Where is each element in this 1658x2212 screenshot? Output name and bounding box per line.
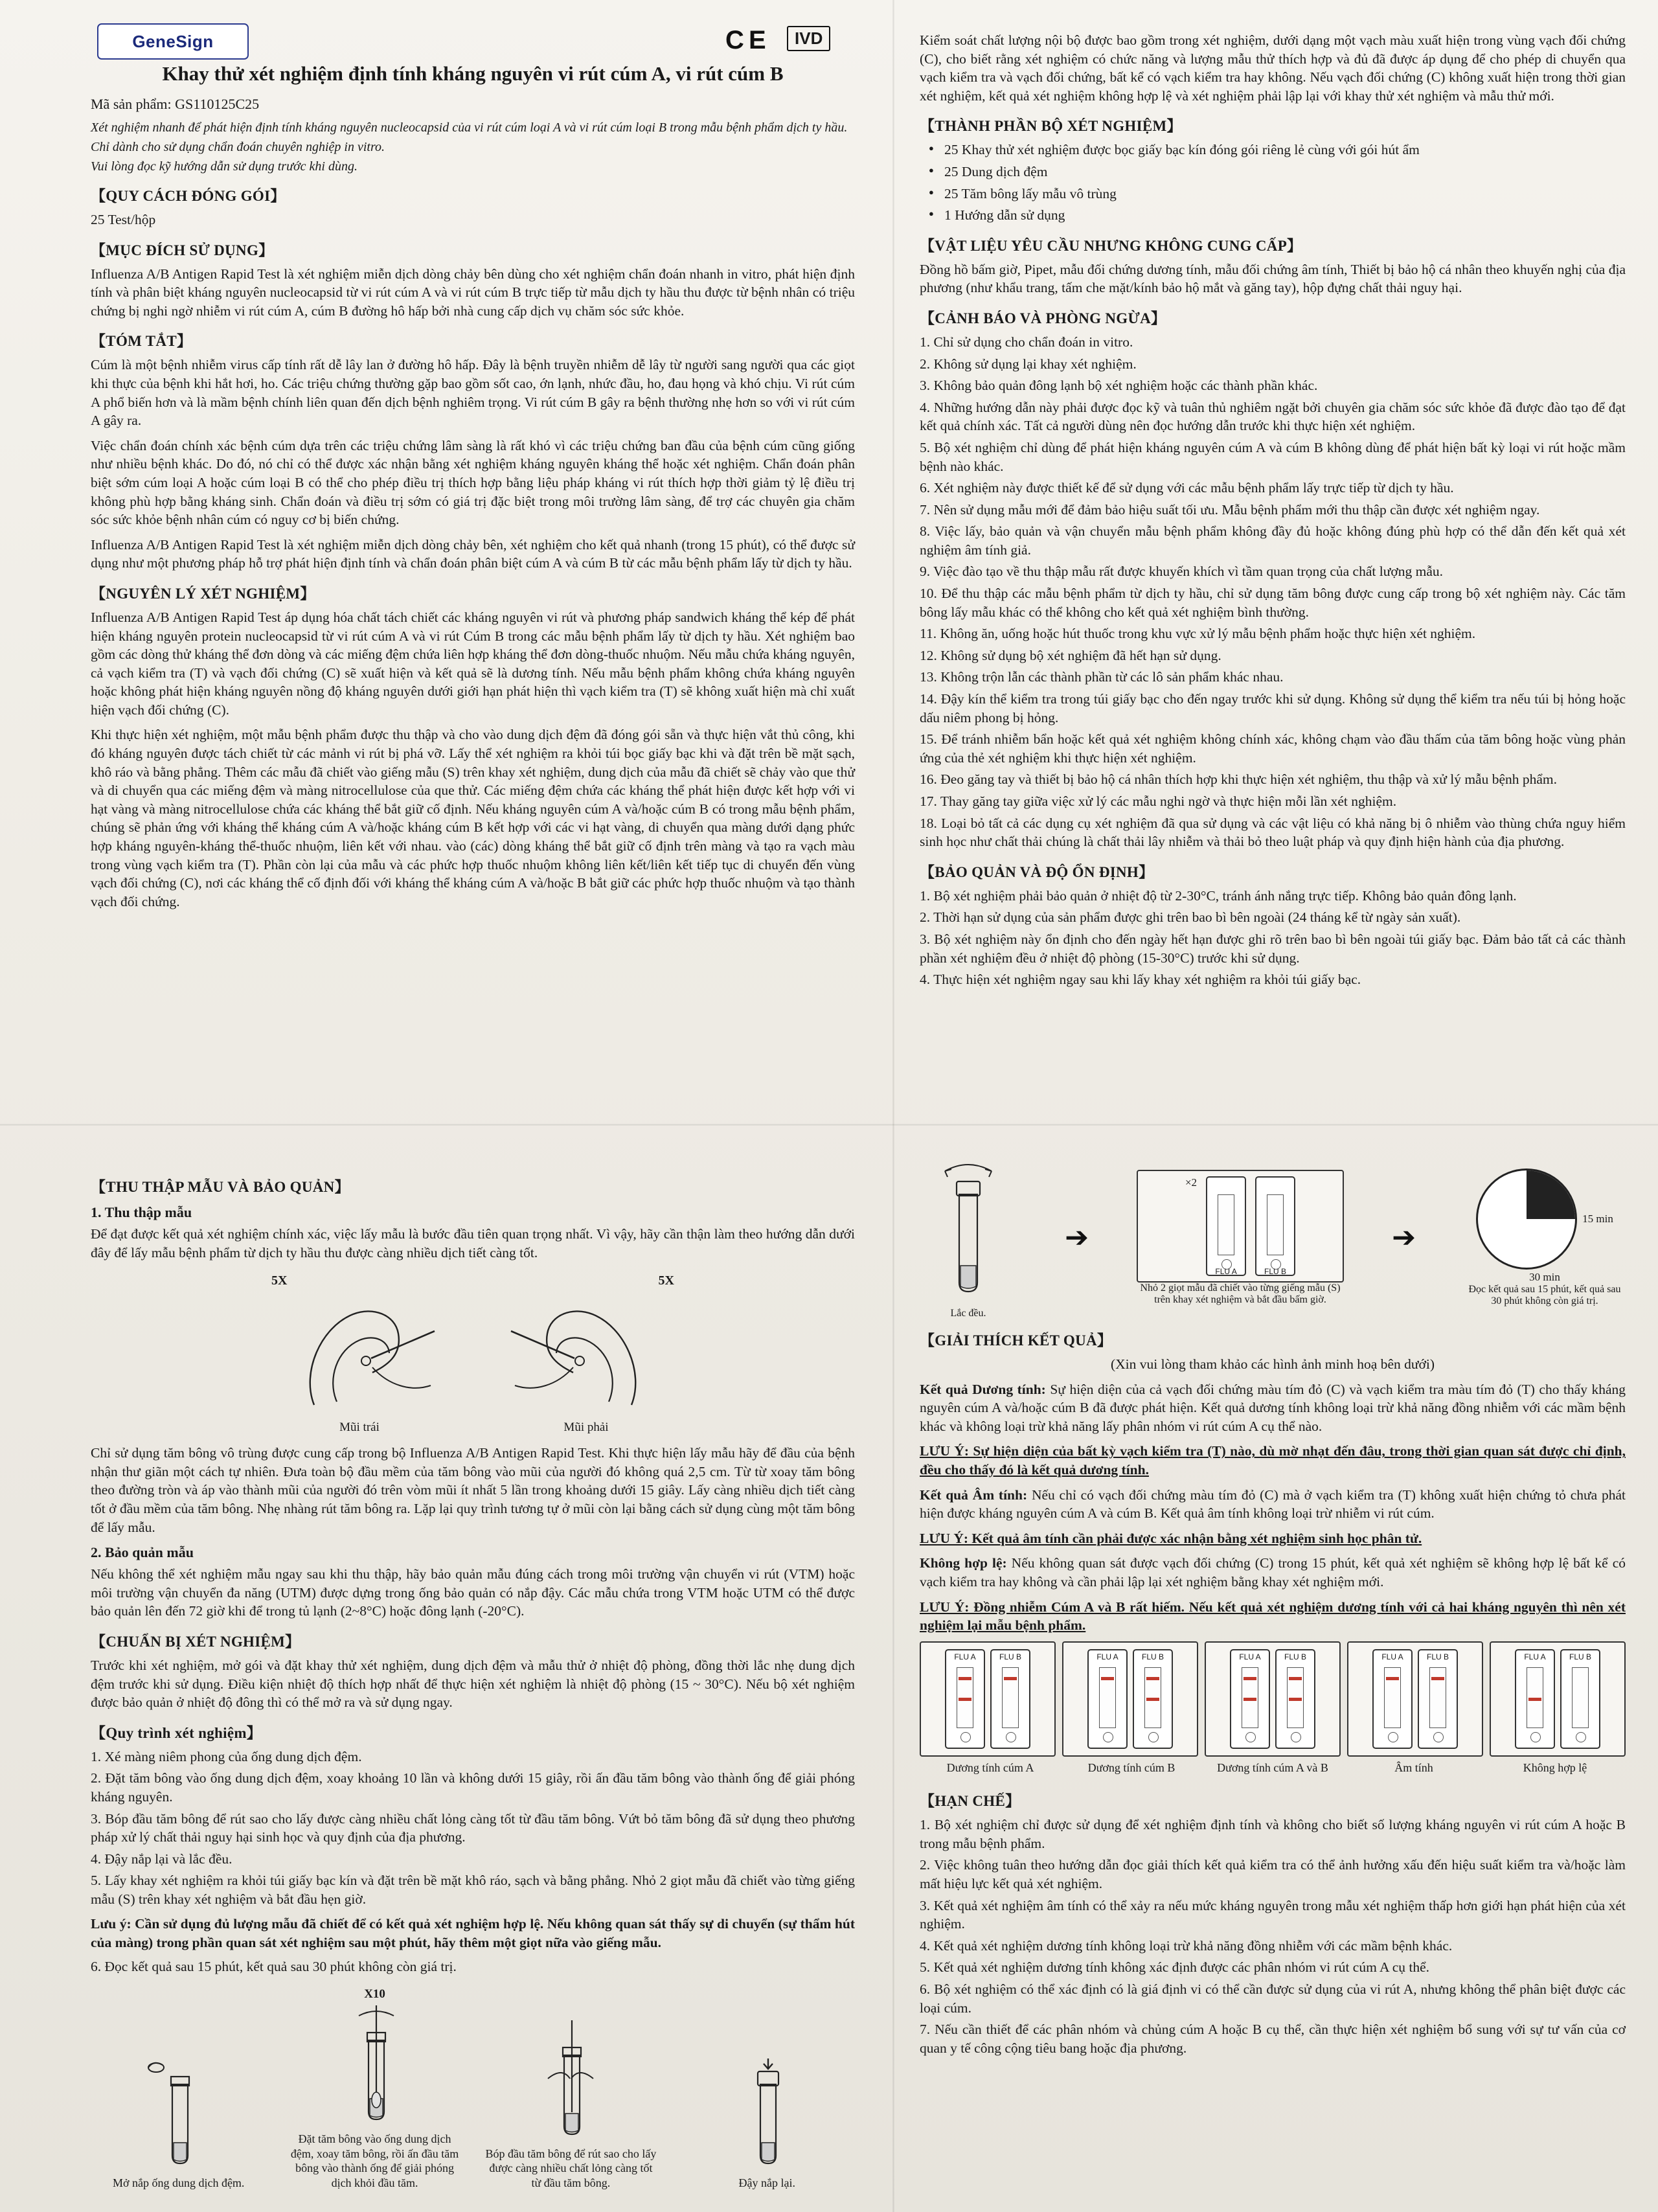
result-group-flu-b-positive xyxy=(1062,1641,1198,1757)
column-three xyxy=(91,1166,855,2190)
limitation-item: 3. Kết quả xét nghiệm âm tính có thể xảy ra nếu mức kháng nguyên trong mẫu xét nghiệm thấp hơn giới hạn phát hiện của xét nghiệm. xyxy=(920,1897,1626,1932)
cassette-flu-b xyxy=(1255,1176,1295,1276)
procedure-step: 4. Đậy nắp lại và lắc đều. xyxy=(91,1851,233,1867)
intro-line-2: Chỉ dành cho sử dụng chẩn đoán chuyên nghiệp in vitro. xyxy=(91,140,385,154)
storage-item: 1. Bộ xét nghiệm phải bảo quản ở nhiệt độ từ 2-30°C, tránh ánh nắng trực tiếp. Không bảo quản đông lạnh. xyxy=(920,887,1517,904)
result-label-invalid: Không hợp lệ xyxy=(1523,1761,1587,1774)
warning-item: 15. Để tránh nhiễm bẩn hoặc kết quả xét nghiệm không chính xác, không chạm vào đầu thấm của tăm bông hoặc vùng phản ứng của thẻ xét nghiệm khi thực hiện xét nghiệm. xyxy=(920,731,1626,766)
warning-item: 6. Xét nghiệm này được thiết kế để sử dụng với các mẫu bệnh phẩm lấy trực tiếp từ dịch ty hầu. xyxy=(920,480,1454,496)
result-label-both-positive: Dương tính cúm A và B xyxy=(1217,1761,1328,1774)
section-principle: 【NGUYÊN LÝ XÉT NGHIỆM】 xyxy=(91,585,315,602)
cassette-flu-b xyxy=(1275,1649,1315,1749)
rotation-count-label: X10 xyxy=(364,1987,385,2001)
cassette-flu-a xyxy=(1087,1649,1128,1749)
control-band xyxy=(1289,1677,1302,1680)
limitation-item: 6. Bộ xét nghiệm có thể xác định có là giá định vi có thể cần được sử dụng của vi rút A, nhưng không thể phân biệt được các loại cúm. xyxy=(920,1981,1626,2016)
result-label-flu-a-positive: Dương tính cúm A xyxy=(946,1761,1034,1774)
section-intended-use: 【MỤC ĐÍCH SỬ DỤNG】 xyxy=(91,242,274,258)
drop-count-label: ×2 xyxy=(1185,1176,1198,1189)
result-window xyxy=(1572,1667,1589,1728)
cassette-flu-b xyxy=(1133,1649,1173,1749)
negative-label: Kết quả Âm tính: xyxy=(920,1487,1028,1503)
cassette-flu-a xyxy=(1206,1176,1246,1276)
cassette-flu-b xyxy=(1560,1649,1600,1749)
test-band xyxy=(959,1698,971,1701)
interpretation-note: (Xin vui lòng tham khảo các hình ảnh minh hoạ bên dưới) xyxy=(1110,1356,1435,1372)
warning-item: 11. Không ăn, uống hoặc hút thuốc trong khu vực xử lý mẫu bệnh phẩm hoặc thực hiện xét nghiệm. xyxy=(920,626,1476,642)
procedure-figure-1 xyxy=(91,2046,266,2191)
shake-tube-figure xyxy=(920,1156,1017,1319)
warning-item: 7. Nên sử dụng mẫu mới để đảm bảo hiệu suất tối ưu. Mẫu bệnh phẩm mới thu thập cần được xét nghiệm ngay. xyxy=(920,501,1540,518)
swab-figure xyxy=(91,1273,855,1435)
sample-well xyxy=(1245,1732,1256,1742)
control-band xyxy=(1101,1677,1114,1680)
clock-30-label: 30 min xyxy=(1529,1270,1560,1283)
limitation-item: 1. Bộ xét nghiệm chỉ được sử dụng để xét nghiệm định tính và không cho biết số lượng kháng nguyên vi rút cúm A hoặc B trong mẫu bệnh phẩm. xyxy=(920,1817,1626,1851)
principle-paragraph-2: Khi thực hiện xét nghiệm, một mẫu bệnh phẩm được thu thập và cho vào dung dịch đệm đã đóng gói sẵn và thực hiện vắt thủ công, khi đó kháng nguyên được tách chiết từ các mảnh vi rút bị phá vỡ. Lấy thể xét nghiệm ra khỏi túi bọc giấy bạc khi và đặt trên bề mặt sạch, khô ráo và bằng phẳng. Thêm các mẫu đã chiết vào giếng mẫu (S) trên khay xét nghiệm, dung dịch của mẫu đã chiết sẽ chảy vào que thử và di chuyển qua các miếng đệm và màng nitrocellulose của que thử. Các miếng đệm chứa các kháng thể phát hiện được kết hợp với vi hạt vàng và màng nitrocellulose chứa các kháng thể bắt giữ cố định. Nếu kháng nguyên cúm A và/hoặc cúm B có trong mẫu bệnh phẩm, chúng sẽ phản ứng với kháng thể kháng cúm A và/hoặc kháng cúm B kết hợp với các vi hạt vàng, di chuyển qua màng dưới dạng phức hợp kháng nguyên-kháng thể-thuốc nhuộm, liên kết với nhau. vào (các) dòng kháng thể bắt giữ cố định trên màng và tạo ra vạch màu trong vùng vạch kiểm tra (T). Phần còn lại của mẫu và các phức hợp thuốc nhuộm không liên kết/liên kết tiếp tục di chuyển đến vùng vạch đối chứng (C), nơi các kháng thể cố định đối với kháng thể kháng cúm A và/hoặc B bắt giữ các phức hợp thuốc nhuộm và tạo thành vạch đối chứng. xyxy=(91,727,855,909)
limitation-item: 4. Kết quả xét nghiệm dương tính không loại trừ khả năng đồng nhiễm với các mầm bệnh khác. xyxy=(920,1937,1453,1954)
section-sample-collection: 【THU THẬP MẪU VÀ BẢO QUẢN】 xyxy=(91,1179,350,1195)
warning-item: 17. Thay găng tay giữa việc xử lý các mẫu nghi ngờ và thực hiện mỗi lần xét nghiệm. xyxy=(920,793,1397,809)
result-figure-caption-2: Nhỏ 2 giọt mẫu đã chiết vào từng giếng mẫu (S) trên khay xét nghiệm và bắt đầu bấm giờ. xyxy=(1140,1282,1341,1305)
warning-item: 14. Đậy kín thể kiểm tra trong túi giấy bạc cho đến ngay trước khi sử dụng. Không sử dụng thể kiểm tra nếu túi bị hỏng hoặc dấu niêm phong bị hỏng. xyxy=(920,691,1626,725)
cassette-flu-b xyxy=(990,1649,1030,1749)
packaging-text: 25 Test/hộp xyxy=(91,212,156,227)
procedure-step: 5. Lấy khay xét nghiệm ra khỏi túi giấy bạc kín và đặt trên bề mặt khô ráo, sạch và bằng phẳng. Nhỏ 2 giọt mẫu đã chiết vào từng giếng mẫu (S) trên khay xét nghiệm và bắt đầu hẹn giờ. xyxy=(91,1873,855,1907)
warning-item: 8. Việc lấy, bảo quản và vận chuyển mẫu bệnh phẩm không đầy đủ hoặc không đúng phù hợp có thể dẫn đến kết quả xét nghiệm âm tính giả. xyxy=(920,523,1626,558)
ce-mark-icon: C E xyxy=(725,26,765,54)
vertical-fold xyxy=(892,0,894,2212)
warning-item: 2. Không sử dụng lại khay xét nghiệm. xyxy=(920,356,1137,372)
control-band xyxy=(1431,1677,1444,1680)
section-summary: 【TÓM TẮT】 xyxy=(91,333,192,350)
page-title: Khay thử xét nghiệm định tính kháng nguyên vi rút cúm A, vi rút cúm B xyxy=(162,62,784,85)
limitation-item: 5. Kết quả xét nghiệm dương tính không xác định được các phân nhóm vi rút cúm A cụ thể. xyxy=(920,1959,1430,1976)
timer-figure xyxy=(1464,1169,1626,1307)
procedure-figure-caption-4: Đậy nắp lại. xyxy=(738,2176,795,2189)
procedure-figure-caption-3: Bóp đầu tăm bông để rút sao cho lấy được càng nhiều chất lỏng càng tốt từ đầu tăm bông. xyxy=(485,2147,657,2189)
positive-note: LƯU Ý: Sự hiện diện của bất kỳ vạch kiểm tra (T) nào, dù mờ nhạt đến đâu, trong thời gian quan sát được chỉ định, đều cho thấy đó là kết quả dương tính. xyxy=(920,1443,1626,1477)
control-band xyxy=(1244,1677,1256,1680)
result-group-invalid xyxy=(1490,1641,1626,1757)
brand-logo xyxy=(97,23,249,60)
test-band xyxy=(1146,1698,1159,1701)
section-kit-components: 【THÀNH PHẦN BỘ XÉT NGHIỆM】 xyxy=(920,118,1182,135)
section-storage: 【BẢO QUẢN VÀ ĐỘ ỔN ĐỊNH】 xyxy=(920,863,1154,880)
column-four xyxy=(920,1146,1626,2060)
positive-label: Kết quả Dương tính: xyxy=(920,1381,1046,1397)
cassette-label-b: FLU B xyxy=(999,1652,1021,1661)
result-illustration-row xyxy=(920,1641,1626,1757)
result-figure-caption-1: Lắc đều. xyxy=(950,1308,986,1319)
invalid-label: Không hợp lệ: xyxy=(920,1555,1007,1571)
sample-well xyxy=(1388,1732,1398,1742)
section-interpretation: 【GIẢI THÍCH KẾT QUẢ】 xyxy=(920,1332,1113,1349)
negative-text: Nếu chỉ có vạch đối chứng màu tím đỏ (C) mà ở vạch kiểm tra (T) không xuất hiện chứng tỏ chưa phát hiện được kháng nguyên cúm A và cúm B. Kết quả âm tính không loại trừ nhiễm vi rút cúm. xyxy=(920,1487,1626,1522)
result-group-flu-a-positive xyxy=(920,1641,1056,1757)
warning-item: 12. Không sử dụng bộ xét nghiệm đã hết hạn sử dụng. xyxy=(920,647,1221,663)
brand-name: GeneSign xyxy=(132,31,214,51)
warning-item: 10. Để thu thập các mẫu bệnh phẩm từ dịch ty hầu, chỉ sử dụng tăm bông được cung cấp trong bộ xét nghiệm này. Các tăm bông lấy mẫu khác có thể không cho kết quả xét nghiệm bình thường. xyxy=(920,586,1626,620)
clock-icon xyxy=(1476,1169,1577,1270)
cassette-label-a: FLU A xyxy=(1096,1652,1119,1661)
sample-well xyxy=(1433,1732,1444,1742)
procedure-figure-3 xyxy=(483,2016,659,2191)
procedure-figure-caption-1: Mở nắp ống dung dịch đệm. xyxy=(112,2176,245,2189)
product-code: Mã sản phẩm: GS110125C25 xyxy=(91,96,260,112)
procedure-figure-4 xyxy=(679,2046,855,2191)
warning-item: 13. Không trộn lẫn các thành phần từ các lô sản phẩm khác nhau. xyxy=(920,669,1284,685)
sample-well xyxy=(1148,1732,1159,1742)
nose-left-label: Mũi trái xyxy=(339,1420,380,1435)
arrow-right-icon: ➔ xyxy=(1065,1221,1089,1253)
warning-item: 3. Không bảo quản đông lạnh bộ xét nghiệm hoặc các thành phần khác. xyxy=(920,378,1318,394)
horizontal-fold xyxy=(0,1124,1658,1126)
materials-text: Đồng hồ bấm giờ, Pipet, mẫu đối chứng dương tính, mẫu đối chứng âm tính, Thiết bị bảo hộ cá nhân theo khuyến nghị của địa phương (như khẩu trang, tấm che mặt/kính bảo hộ mắt và găng tay), hộp đựng chất thải nguy hại. xyxy=(920,261,1626,296)
collection-text: Để đạt được kết quả xét nghiệm chính xác, việc lấy mẫu là bước đầu tiên quan trọng nhất. Vì vậy, hãy cần thận làm theo hướng dẫn dưới đây để lấy mẫu bệnh phẩm từ dịch ty hầu thu được càng nhiều dịch tiết càng tốt. xyxy=(91,1226,855,1260)
sample-well xyxy=(1291,1732,1301,1742)
result-window xyxy=(1527,1667,1543,1728)
collection-text-2: Chỉ sử dụng tăm bông vô trùng được cung cấp trong bộ Influenza A/B Antigen Rapid Test. Khi thực hiện lấy mẫu hãy để đầu của bệnh nhận thư giãn một cách tự nhiên. Đưa toàn bộ đầu mềm của tăm bông vào mũi của người đó không quá 2,5 cm. Từ từ xoay tăm bông theo đường tròn và áp vào thành mũi của người đó trên vòm mũi ít nhất 5 lần trong khoảng dưới 15 giây. Lấy càng nhiều dịch tiết càng tốt ở đầu mềm của tăm bông. Nhẹ nhàng rút tăm bông ra. Lặp lại quy trình tương tự ở mũi còn lại bằng cách sử dụng cùng một tăm bông để lấy mẫu. xyxy=(91,1445,855,1535)
invalid-text: Nếu không quan sát được vạch đối chứng (C) trong 15 phút, kết quả xét nghiệm sẽ không hợp lệ bất kể có vạch kiểm tra hay không và cần phải lập lại xét nghiệm bằng khay xét nghiệm mới. xyxy=(920,1555,1626,1590)
swab-rotations-right: 5X xyxy=(658,1273,674,1288)
result-window xyxy=(1099,1667,1116,1728)
component-item: ● 25 Khay thử xét nghiệm được bọc giấy bạc kín đóng gói riêng lẻ cùng với gói hút ẩm xyxy=(920,141,1626,159)
invalid-result-block xyxy=(920,1554,1626,1591)
result-labels-row xyxy=(920,1761,1626,1775)
procedure-figure-caption-2: Đặt tăm bông vào ống dung dịch đệm, xoay tăm bông, rồi ấn đầu tăm bông vào thành ống để giải phóng dịch khỏi đầu tăm. xyxy=(290,2132,459,2189)
result-window xyxy=(1287,1667,1304,1728)
result-window xyxy=(1218,1194,1234,1255)
nose-swab-left-icon xyxy=(275,1288,444,1418)
result-label-negative: Âm tính xyxy=(1394,1761,1433,1774)
nose-right-label: Mũi phải xyxy=(563,1420,609,1435)
summary-paragraph-1: Cúm là một bệnh nhiễm virus cấp tính rất dễ lây lan ở đường hô hấp. Đây là bệnh truyền nhiễm dễ lây từ người sang người qua các giọt khi thực của bệnh khi hắt hơi, ho. Các triệu chứng thường gặp bao gồm sốt cao, ớn lạnh, nhức đầu, ho, đau họng và khó chịu. Vi rút cúm A phổ biến hơn và là mầm bệnh chính liên quan đến dịch bệnh nghiêm trọng. Vi rút cúm B gây ra bệnh thường nhẹ hơn so với vi rút cúm A gây ra. xyxy=(91,357,855,429)
cassette-label-b: FLU B xyxy=(1426,1652,1449,1661)
principle-paragraph-1: Influenza A/B Antigen Rapid Test áp dụng hóa chất tách chiết các kháng nguyên vi rút và phương pháp sandwich kháng thể kép để phát hiện kháng nguyên protein nucleocapsid từ vi rút cúm A và vi rút Cúm B trong các mẫu bệnh phẩm lấy từ dịch ty hầu. Xét nghiệm bao gồm các dòng thử kháng thể đơn dòng và các miếng đệm chứa liên hợp kháng thể đơn dòng-thuốc nhuộm. Nếu mẫu chứa kháng nguyên, cả vạch kiểm tra (T) và vạch đối chứng (C) sẽ xuất hiện và kết quả sẽ là dương tính. Nếu mẫu bệnh phẩm không chứa kháng nguyên hoặc không phát hiện kháng nguyên nồng độ kháng nguyên dưới giới hạn phát hiện thì vạch kiểm tra (T) sẽ không xuất hiện mà chỉ xuất hiện vạch đối chứng (C). xyxy=(91,609,855,718)
column-two xyxy=(920,31,1626,992)
cassette-label-b: FLU B xyxy=(1264,1266,1287,1276)
procedure-note: Lưu ý: Cần sử dụng đủ lượng mẫu đã chiết để có kết quả xét nghiệm hợp lệ. Nếu không quan sát thấy sự di chuyển (sự thẩm hút của màng) trong phần quan sát xét nghiệm sau một phút, hãy thêm một giọt nữa vào giếng mẫu. xyxy=(91,1916,855,1951)
result-window xyxy=(957,1667,973,1728)
storage-item: 2. Thời hạn sử dụng của sản phẩm được ghi trên bao bì bên ngoài (24 tháng kể từ ngày sản xuất). xyxy=(920,909,1461,926)
section-warnings: 【CẢNH BÁO VÀ PHÒNG NGỪA】 xyxy=(920,310,1166,326)
storage-item: 3. Bộ xét nghiệm này ổn định cho đến ngày hết hạn được ghi rõ trên bao bì bên ngoài túi giấy bạc. Đảm bảo tất cả các thành phần xét nghiệm đều ở nhiệt độ phòng (15-30°C) trước khi sử dụng. xyxy=(920,931,1626,966)
warning-item: 5. Bộ xét nghiệm chỉ dùng để phát hiện kháng nguyên cúm A và cúm B không dùng để phát hiện bất kỳ loại vi rút hoặc mầm bệnh nào khác. xyxy=(920,439,1626,474)
warning-item: 9. Việc đào tạo về thu thập mẫu rất được khuyến khích vì tầm quan trọng của chất lượng mẫu. xyxy=(920,564,1443,580)
cassette-label-a: FLU A xyxy=(954,1652,976,1661)
nose-swab-right-icon xyxy=(502,1288,670,1418)
summary-paragraph-3: Influenza A/B Antigen Rapid Test là xét nghiệm miễn dịch dòng chảy bên, xét nghiệm cho kết quả nhanh (trong 15 phút), có thể được sử dụng như một phương pháp hỗ trợ phát hiện định tính và chẩn đoán phân biệt cúm A và cúm B từ các mẫu bệnh phẩm lấy từ dịch ty hầu. xyxy=(91,536,855,571)
cassette-label-b: FLU B xyxy=(1569,1652,1591,1661)
sample-well xyxy=(1006,1732,1016,1742)
subsection-storage: 2. Bảo quản mẫu xyxy=(91,1544,194,1561)
intro-line-3: Vui lòng đọc kỹ hướng dẫn sử dụng trước khi dùng. xyxy=(91,159,358,174)
result-label-flu-b-positive: Dương tính cúm B xyxy=(1087,1761,1175,1774)
sample-well xyxy=(1103,1732,1113,1742)
procedure-figure-row xyxy=(91,1987,855,2190)
positive-text: Sự hiện diện của cả vạch đối chứng màu tím đỏ (C) và vạch kiểm tra màu tím đỏ (T) cho thấy kháng nguyên cúm A và/hoặc cúm B đã được phát hiện. Kết quả dương tính không loại trừ khả năng đồng nhiễm với các mầm bệnh khác và không loại trừ khả năng lấy phân nhóm vi rút cúm A cụ thể nào. xyxy=(920,1381,1626,1434)
result-window xyxy=(1384,1667,1401,1728)
component-item: ● 25 Dung dịch đệm xyxy=(920,163,1626,181)
section-packaging: 【QUY CÁCH ĐÓNG GÓI】 xyxy=(91,188,286,204)
sample-well xyxy=(1530,1732,1541,1742)
result-figure-caption-3: Đọc kết quả sau 15 phút, kết quả sau 30 phút không còn giá trị. xyxy=(1468,1283,1621,1306)
cassette-flu-a xyxy=(1372,1649,1413,1749)
procedure-step: 1. Xé màng niêm phong của ống dung dịch đệm. xyxy=(91,1748,362,1764)
component-item: ● 25 Tăm bông lấy mẫu vô trùng xyxy=(920,185,1626,203)
test-band xyxy=(1289,1698,1302,1701)
procedure-step: 3. Bóp đầu tăm bông để rút sao cho lấy được càng nhiều chất lỏng càng tốt từ đầu tăm bông. Vứt bỏ tăm bông đã sử dụng theo phương pháp xử lý chất thải nguy hại sinh học và quy định của địa phương. xyxy=(91,1810,855,1845)
section-limitations: 【HẠN CHẾ】 xyxy=(920,1793,1021,1810)
cassette-flu-a xyxy=(945,1649,985,1749)
sample-well xyxy=(960,1732,971,1742)
control-band xyxy=(1004,1677,1017,1680)
warning-item: 18. Loại bỏ tất cả các dụng cụ xét nghiệm đã qua sử dụng và các vật liệu có khả năng bị ô nhiễm vào thùng chứa nguy hiểm sinh học như chất thải chúng là chất thải lây nhiễm và thải bỏ theo luật pháp và quy định hiện hành của địa phương. xyxy=(920,815,1626,850)
result-window xyxy=(1267,1194,1284,1255)
result-window xyxy=(1002,1667,1019,1728)
cassette-flu-a xyxy=(1515,1649,1555,1749)
preparation-text: Trước khi xét nghiệm, mở gói và đặt khay thử xét nghiệm, dung dịch đệm và mẫu thử ở nhiệt độ phòng, đồng thời lắc nhẹ dung dịch đệm trước khi sử dụng. Điều kiện nhiệt độ thích hợp nhất để thực hiện xét nghiệm là nhiệt độ phòng (15 ~ 30°C). Nếu bộ xét nghiệm được bảo quản ở nhiệt độ đông thì có thể mở ra và sử dụng ngay. xyxy=(91,1657,855,1711)
cassette-label-a: FLU A xyxy=(1239,1652,1261,1661)
cassette-label-a: FLU A xyxy=(1524,1652,1546,1661)
procedure-step-last: 6. Đọc kết quả sau 15 phút, kết quả sau 30 phút không còn giá trị. xyxy=(91,1958,457,1974)
clock-15-label: 15 min xyxy=(1582,1212,1613,1225)
result-group-negative xyxy=(1347,1641,1483,1757)
storage-item: 4. Thực hiện xét nghiệm ngay sau khi lấy khay xét nghiệm ra khỏi túi giấy bạc. xyxy=(920,972,1361,988)
coinfection-note: LƯU Ý: Đồng nhiễm Cúm A và B rất hiếm. Nếu kết quả xét nghiệm dương tính với cả hai kháng nguyên thì nên xét nghiệm lại mẫu bệnh phẩm. xyxy=(920,1599,1626,1634)
ivd-badge: IVD xyxy=(787,26,830,51)
warning-item: 4. Những hướng dẫn này phải được đọc kỹ và tuân thủ nghiêm ngặt bởi chuyên gia chăm sóc sức khỏe đã được đào tạo để đạt kết quả chính xác. Tất cả người dùng nên đọc hướng dẫn trước khi thực hiện xét nghiệm. xyxy=(920,399,1626,434)
warning-item: 1. Chỉ sử dụng cho chẩn đoán in vitro. xyxy=(920,334,1133,350)
section-test-preparation: 【CHUẨN BỊ XÉT NGHIỆM】 xyxy=(91,1633,301,1650)
section-test-procedure: 【Quy trình xét nghiệm】 xyxy=(91,1724,262,1741)
test-band xyxy=(1244,1698,1256,1701)
component-item: ● 1 Hướng dẫn sử dụng xyxy=(920,206,1626,225)
subsection-collect: 1. Thu thập mẫu xyxy=(91,1204,192,1220)
limitation-item: 7. Nếu cần thiết để các phân nhóm và chủng cúm A hoặc B cụ thể, cần thực hiện xét nghiệm bổ sung với sự tư vấn của cơ quan y tế công cộng tiêu bang hoặc địa phương. xyxy=(920,2022,1626,2056)
result-procedure-figure xyxy=(920,1156,1626,1319)
test-band xyxy=(1528,1698,1541,1701)
quality-control-text: Kiểm soát chất lượng nội bộ được bao gồm trong xét nghiệm, dưới dạng một vạch màu xuất hiện trong vùng vạch đối chứng (C), cho biết rằng xét nghiệm có chức năng và lượng mẫu thử thích hợp và đủ đã được áp dụng để cho phép di chuyển qua vạch kiểm tra và vạch đối chứng, bất kể có vạch kiểm tra hay không. Nếu vạch đối chứng (C) không xuất hiện trong thời gian xét nghiệm, kết quả xét nghiệm không hợp lệ và xét nghiệm phải lập lại với khay thử xét nghiệm và mẫu thử mới. xyxy=(920,32,1626,104)
positive-result-block xyxy=(920,1380,1626,1436)
arrow-right-icon: ➔ xyxy=(1392,1221,1416,1253)
summary-paragraph-2: Việc chẩn đoán chính xác bệnh cúm dựa trên các triệu chứng lâm sàng là rất khó vì các triệu chứng ban đầu của bệnh cúm cũng giống như nhiều bệnh khác. Do đó, nó chỉ có thể được xác nhận bằng xét nghiệm kháng nguyên kháng thể hoặc xét nghiệm. Chẩn đoán phân biệt sớm cúm loại A hoặc cúm loại B có thể cho phép điều trị thích hợp bằng liệu pháp kháng vi rút thích hợp thời giảm tỷ lệ điều trị không phù hợp bằng kháng sinh. Chẩn đoán và điều trị sớm có giá trị đặc biệt trong môi trường lâm sàng, để trợ các chuyên gia chăm sóc sức khỏe bệnh nhân cúm có nguy cơ bị biến chứng. xyxy=(91,437,855,528)
control-band xyxy=(959,1677,971,1680)
control-band xyxy=(1386,1677,1399,1680)
limitation-item: 2. Việc không tuân theo hướng dẫn đọc giải thích kết quả kiểm tra có thể ảnh hưởng xấu đến hiệu suất kiểm tra và/hoặc làm mất hiệu lực kết quả xét nghiệm. xyxy=(920,1857,1626,1891)
procedure-figure-2 xyxy=(287,1987,462,2190)
cassette-flu-b xyxy=(1418,1649,1458,1749)
swab-rotations-left: 5X xyxy=(271,1273,288,1288)
column-one xyxy=(91,62,855,917)
sample-well xyxy=(1576,1732,1586,1742)
negative-note: LƯU Ý: Kết quả âm tính cần phải được xác nhận bằng xét nghiệm sinh học phân tử. xyxy=(920,1530,1422,1546)
cassette-flu-a xyxy=(1230,1649,1270,1749)
control-band xyxy=(1146,1677,1159,1680)
result-window xyxy=(1429,1667,1446,1728)
result-group-both-positive xyxy=(1205,1641,1341,1757)
negative-result-block xyxy=(920,1486,1626,1523)
sample-storage-text: Nếu không thể xét nghiệm mẫu ngay sau khi thu thập, hãy bảo quản mẫu đúng cách trong môi trường vận chuyển vi rút (VTM) hoặc môi trường vận chuyển đa năng (UTM) được dựng trong ống bảo quản có nắp đậy. Các mẫu chứa trong VTM hoặc UTM có thể được bảo quản lên đến 72 giờ khi để trong tủ lạnh (2~8°C) hoặc đông lạnh (-20°C). xyxy=(91,1566,855,1619)
drop-sample-figure xyxy=(1137,1170,1344,1306)
cassette-label-a: FLU A xyxy=(1381,1652,1403,1661)
cassette-label-a: FLU A xyxy=(1215,1266,1237,1276)
section-materials-required: 【VẬT LIỆU YÊU CẦU NHƯNG KHÔNG CUNG CẤP】 xyxy=(920,237,1302,254)
result-window xyxy=(1242,1667,1258,1728)
warning-item: 16. Đeo găng tay và thiết bị bảo hộ cá nhân thích hợp khi thực hiện xét nghiệm, thu thập và xử lý mẫu bệnh phẩm. xyxy=(920,771,1558,788)
cassette-label-b: FLU B xyxy=(1141,1652,1164,1661)
cassette-label-b: FLU B xyxy=(1284,1652,1306,1661)
procedure-step: 2. Đặt tăm bông vào ống dung dịch đệm, xoay khoảng 10 lần và không dưới 15 giây, rồi ấn đầu tăm bông vào thành ống để giải phóng kháng nguyên. xyxy=(91,1770,855,1805)
result-window xyxy=(1144,1667,1161,1728)
intro-line-1: Xét nghiệm nhanh để phát hiện định tính kháng nguyên nucleocapsid của vi rút cúm loại A và vi rút cúm loại B trong mẫu bệnh phẩm dịch ty hầu. xyxy=(91,120,848,135)
intended-use-text: Influenza A/B Antigen Rapid Test là xét nghiệm miễn dịch dòng chảy bên dùng cho xét nghiệm chẩn đoán nhanh in vitro, phát hiện định tính và phân biệt kháng nguyên nucleocapsid từ vi rút cúm A và vi rút cúm B trực tiếp từ mẫu dịch ty hầu thu được từ bệnh nhân có triệu chứng bị nghi ngờ nhiễm vi rút cúm A, cúm B đường hô hấp bởi nhà cung cấp dịch vụ chăm sóc sức khỏe. xyxy=(91,266,855,319)
